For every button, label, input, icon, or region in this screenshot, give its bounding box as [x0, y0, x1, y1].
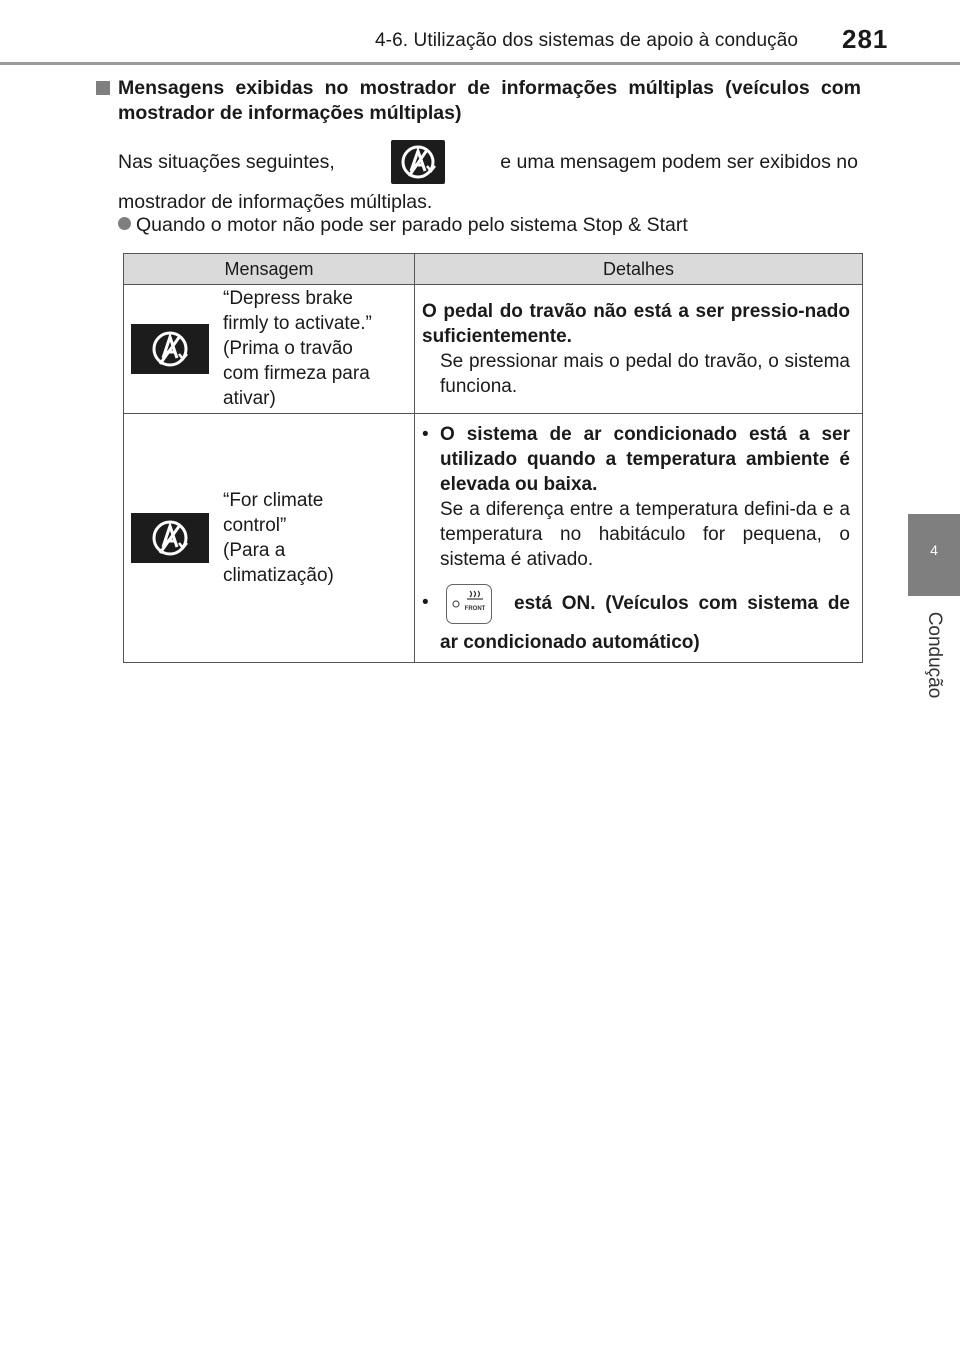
- stop-start-unavailable-icon: [391, 140, 445, 184]
- detail-bold-text: está ON. (Veículos com sistema de ar condicionado automático): [440, 593, 850, 653]
- page-number: 281: [842, 24, 889, 54]
- details-cell: [415, 414, 863, 663]
- detail-list-item: [422, 422, 850, 572]
- message-text: “Depress brake firmly to activate.” (Prima o travão com firmeza para ativar): [223, 288, 372, 409]
- intro-text-after-icon: e uma mensagem podem ser exibidos no: [500, 151, 858, 173]
- chapter-tab: [908, 514, 960, 596]
- bullet-item: [118, 214, 688, 237]
- intro-text-line2: mostrador de informações múltiplas.: [118, 191, 433, 213]
- dot-bullet-icon: •: [422, 592, 429, 613]
- square-bullet-icon: [96, 81, 110, 95]
- detail-bold-text: O sistema de ar condicionado está a ser utilizado quando a temperatura ambiente é elevada ou baixa.: [440, 424, 850, 495]
- dot-bullet-icon: •: [422, 424, 429, 445]
- button-label: FRONT: [464, 606, 486, 612]
- detail-text: Se a diferença entre a temperatura defini-da e a temperatura no habitáculo for pequena, o sistema é ativado.: [440, 499, 850, 570]
- front-defroster-button-icon: [446, 584, 492, 624]
- intro-paragraph: [118, 140, 858, 222]
- stop-start-unavailable-icon: [131, 324, 209, 374]
- detail-text: Se pressionar mais o pedal do travão, o sistema funciona.: [440, 351, 850, 397]
- chapter-number: 4: [930, 542, 938, 558]
- message-cell: [124, 285, 415, 414]
- header-title: 4-6. Utilização dos sistemas de apoio à condução: [375, 30, 799, 51]
- table-header-row: [124, 254, 863, 285]
- stop-start-unavailable-icon: [131, 513, 209, 563]
- message-text: “For climate control” (Para a climatização): [223, 490, 334, 586]
- intro-text-before-icon: Nas situações seguintes,: [118, 151, 335, 173]
- section-heading: [96, 76, 861, 126]
- round-bullet-icon: [118, 217, 131, 230]
- section-heading-text: Mensagens exibidas no mostrador de informações múltiplas (veículos com mostrador de informações múltiplas): [118, 77, 861, 124]
- messages-table: [123, 253, 863, 663]
- bullet-item-text: Quando o motor não pode ser parado pelo sistema Stop & Start: [136, 214, 688, 236]
- detail-bold-text: O pedal do travão não está a ser pressio-nado suficientemente.: [422, 301, 850, 347]
- detail-list-item: [422, 584, 850, 662]
- column-header-details: Detalhes: [415, 254, 863, 285]
- details-cell: [415, 285, 863, 414]
- column-header-message: Mensagem: [124, 254, 415, 285]
- chapter-label: Condução: [924, 611, 945, 699]
- header-rule: [0, 62, 960, 65]
- table-row: [124, 414, 863, 663]
- table-row: [124, 285, 863, 414]
- message-cell: [124, 414, 415, 663]
